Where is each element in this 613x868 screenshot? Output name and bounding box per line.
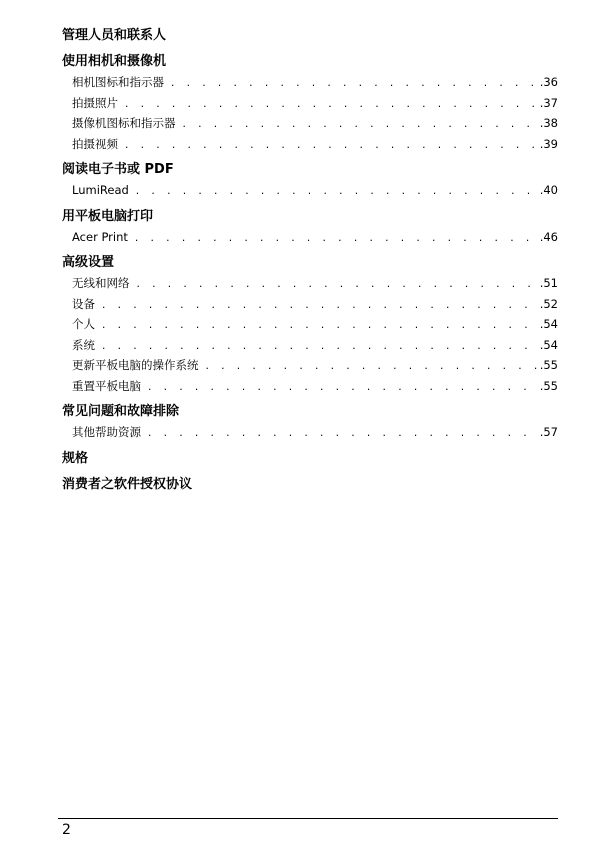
toc-entry[interactable] [62,134,558,155]
dot-leader [136,275,540,296]
toc-entry-page: .36 [539,75,558,89]
toc-entry-label: LumiRead [72,183,129,197]
dot-leader [101,316,540,337]
toc-section [62,52,558,154]
toc-entry[interactable] [62,180,558,201]
toc-entry-list [62,273,558,396]
table-of-contents [62,26,558,495]
toc-section [62,253,558,396]
toc-section-title: 消费者之软件授权协议 [62,476,193,492]
toc-section-title: 阅读电子书或 PDF [62,162,174,177]
toc-entry-label: 更新平板电脑的操作系统 [72,358,199,372]
toc-entry-list [62,180,558,201]
toc-entry-label: 系统 [72,337,95,352]
dot-leader [124,136,540,157]
toc-entry[interactable] [62,376,558,397]
toc-section [62,449,558,469]
toc-entry[interactable] [62,227,558,248]
toc-entry-label: 拍摄视频 [72,136,118,151]
toc-entry-page: .54 [539,317,558,331]
toc-entry-label: 个人 [72,317,95,331]
toc-section [62,160,558,201]
toc-entry-page: .52 [539,296,558,311]
toc-entry-page: .51 [539,276,558,290]
toc-entry-label: 相机图标和指示器 [72,75,164,89]
toc-entry-list [62,72,558,154]
toc-section-title: 管理人员和联系人 [62,28,167,43]
toc-entry-label: 重置平板电脑 [72,378,141,393]
toc-section [62,26,558,46]
toc-entry-page: .54 [539,337,558,352]
dot-leader [101,296,540,317]
toc-entry[interactable] [62,72,558,93]
toc-section [62,475,558,495]
dot-leader [124,95,540,116]
toc-entry-label: 设备 [72,296,95,311]
dot-leader [101,337,540,358]
toc-entry[interactable] [62,273,558,294]
toc-entry-page: .39 [539,136,558,151]
toc-entry-label: 其他帮助资源 [72,425,141,439]
toc-entry-label: 摄像机图标和指示器 [72,116,176,130]
toc-entry-page: .40 [539,183,558,197]
toc-section [62,402,558,443]
toc-section-title: 常见问题和故障排除 [62,404,180,419]
toc-entry[interactable] [62,335,558,356]
toc-entry[interactable] [62,314,558,335]
toc-entry-label: 无线和网络 [72,276,130,290]
toc-entry-label: Acer Print [72,229,128,244]
toc-entry-page: .55 [539,358,558,372]
toc-section-title: 规格 [62,450,89,466]
dot-leader [170,74,540,95]
toc-entry-page: .46 [539,229,558,244]
toc-entry-page: .57 [539,425,558,439]
toc-entry-list [62,422,558,443]
dot-leader [147,378,540,399]
toc-section-title: 使用相机和摄像机 [62,54,167,69]
toc-section-title: 用平板电脑打印 [62,208,154,224]
page-number: 2 [62,822,71,838]
toc-entry-list [62,227,558,248]
dot-leader [147,424,540,445]
toc-entry-page: .55 [539,378,558,393]
toc-section-title: 高级设置 [62,255,115,270]
dot-leader [135,182,540,203]
dot-leader [205,357,540,378]
toc-entry[interactable] [62,113,558,134]
toc-entry-page: .37 [539,95,558,110]
toc-section [62,207,558,248]
footer-divider [58,818,558,819]
toc-entry[interactable] [62,422,558,443]
toc-entry[interactable] [62,294,558,315]
toc-entry[interactable] [62,355,558,376]
dot-leader [182,115,540,136]
toc-entry-page: .38 [539,116,558,130]
toc-entry[interactable] [62,93,558,114]
dot-leader [134,229,540,250]
toc-entry-label: 拍摄照片 [72,95,118,110]
